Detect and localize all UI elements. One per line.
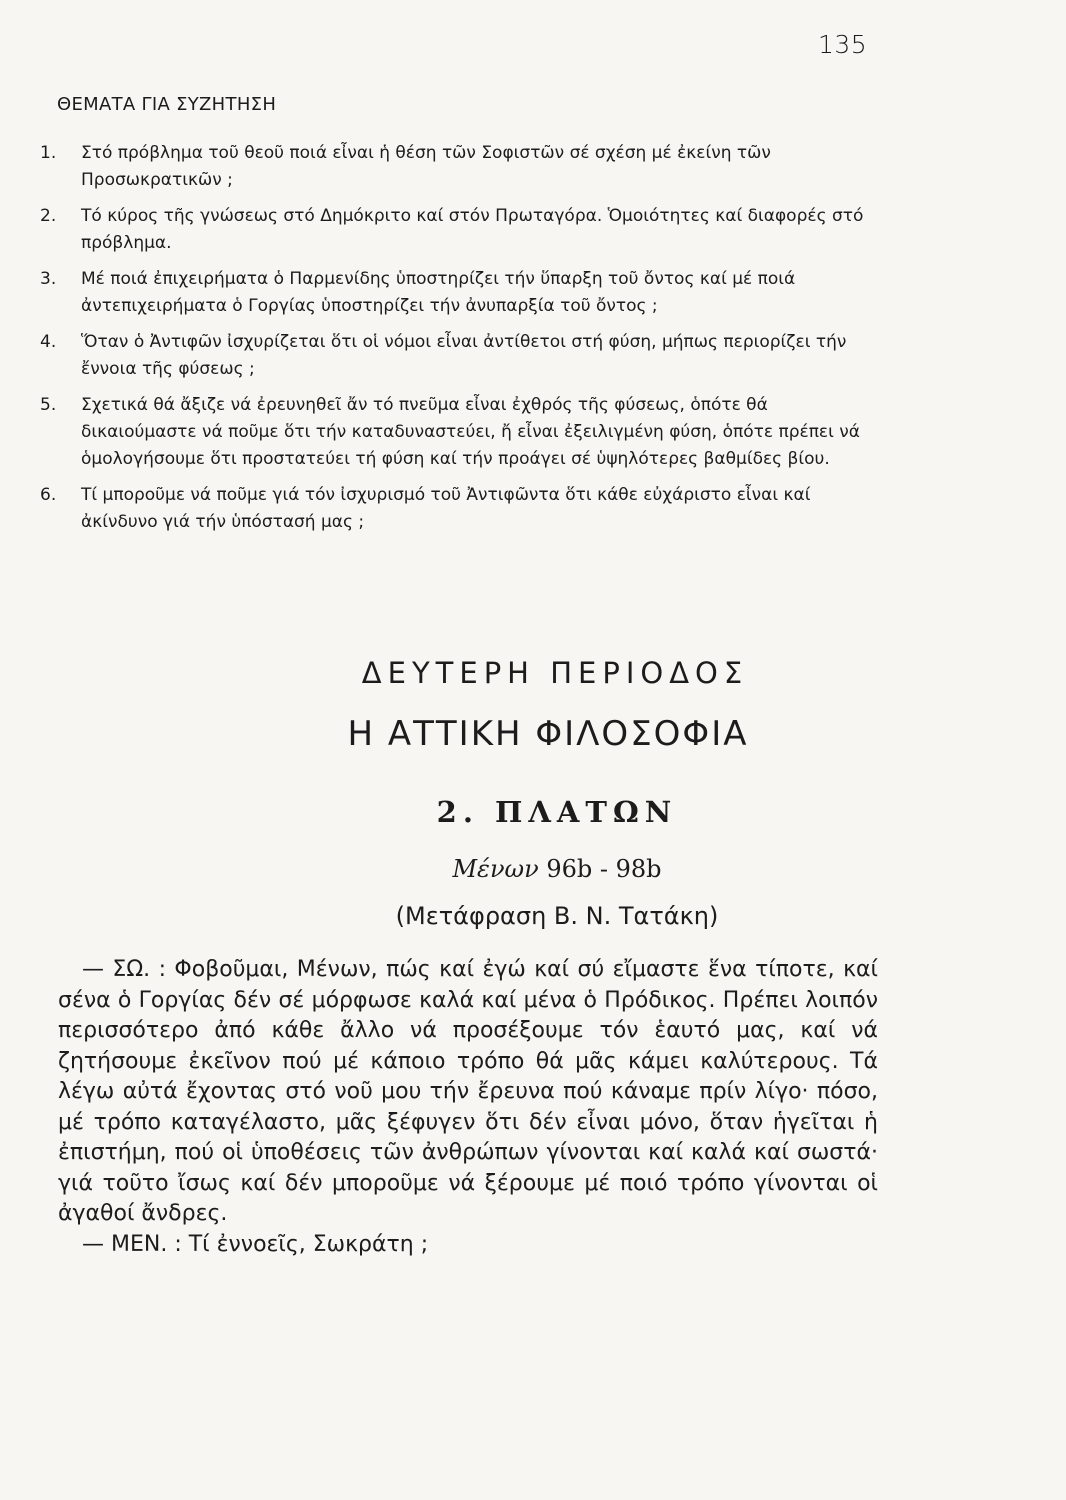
page-number: 135 [818,30,868,59]
speech-meno: — ΜΕΝ. : Τί ἐννοεῖς, Σωκράτη ; [82,1231,429,1257]
list-item [40,482,880,536]
section-title: ΘΕΜΑΤΑ ΓΙΑ ΣΥΖΗΤΗΣΗ [57,94,277,115]
topic-number: 1. [40,143,57,163]
author-heading: 2. ΠΛΑΤΩΝ [436,795,678,829]
topic-text: Τό κύρος τῆς γνώσεως στό Δημόκριτο καί στόν Πρωταγόρα. Ὁμοιότητες καί διαφορές στό πρόβλημα. [81,206,864,253]
subject-heading: Η ΑΤΤΙΚΗ ΦΙΛΟΣΟΦΙΑ [347,714,749,754]
dialogue-text [58,955,878,1260]
topic-text: Μέ ποιά ἐπιχειρήματα ὁ Παρμενίδης ὑποστηρίζει τήν ὕπαρξη τοῦ ὄντος καί μέ ποιά ἀντεπιχειρήματα ὁ Γοργίας ὑποστηρίζει τήν ἀνυπαρξία τοῦ ὄντος ; [81,269,796,316]
period-heading: ΔΕΥΤΕΡΗ ΠΕΡΙΟΔΟΣ [361,656,749,690]
source-reference [0,855,1066,883]
list-item [40,329,880,383]
topic-text: Τί μποροῦμε νά ποῦμε γιά τόν ἰσχυρισμό τοῦ Ἀντιφῶντα ὅτι κάθε εὐχάριστο εἶναι καί ἀκίνδυνο γιά τήν ὑπόστασή μας ; [81,485,811,532]
topic-number: 2. [40,206,57,226]
topic-number: 5. [40,395,57,415]
topic-number: 4. [40,332,57,352]
source-work: Μένων [452,855,539,883]
list-item [40,140,880,194]
list-item [40,203,880,257]
topic-text: Σχετικά θά ἄξιζε νά ἐρευνηθεῖ ἄν τό πνεῦμα εἶναι ἐχθρός τῆς φύσεως, ὁπότε θά δικαιούμαστε νά ποῦμε ὅτι τήν καταδυναστεύει, ἤ εἶναι ἐξειλιγμένη φύση, ὁπότε πρέπει νά ὁμολογήσουμε ὅτι προστατεύει τή φύση καί τήν προάγει σέ ὑψηλότερες βαθμίδες βίου. [81,395,860,469]
source-range: 96b - 98b [546,855,662,883]
discussion-topics-list [40,140,880,545]
topic-text: Στό πρόβλημα τοῦ θεοῦ ποιά εἶναι ἡ θέση τῶν Σοφιστῶν σέ σχέση μέ ἐκείνη τῶν Προσωκρατικῶν ; [81,143,771,190]
list-item [40,266,880,320]
list-item [40,392,880,473]
topic-number: 3. [40,269,57,289]
speech-socrates: — ΣΩ. : Φοβοῦμαι, Μένων, πώς καί ἐγώ καί σύ εἴμαστε ἕνα τίποτε, καί σένα ὁ Γοργίας δέν σέ μόρφωσε καλά καί μένα ὁ Πρόδικος. Πρέπει λοιπόν περισσότερο ἀπό κάθε ἄλλο νά προσέξουμε τόν ἑαυτό μας, καί νά ζητήσουμε ἐκεῖνον πού μέ κάποιο τρόπο θά μᾶς κάμει καλύτερους. Τά λέγω αὐτά ἔχοντας στό νοῦ μου τήν ἔρευνα πού κάναμε πρίν λίγο· πόσο, μέ τρόπο καταγέλαστο, μᾶς ξέφυγεν ὅτι δέν εἶναι μόνο, ὅταν ἡγεῖται ἡ ἐπιστήμη, πού οἱ ὑποθέσεις τῶν ἀνθρώπων γίνονται καί καλά καί σωστά· γιά τοῦτο ἴσως καί δέν μποροῦμε νά ξέρουμε μέ ποιό τρόπο γίνονται οἱ ἀγαθοί ἄνδρες. [58,957,878,1226]
translator-credit: (Μετάφραση Β. Ν. Τατάκη) [395,902,719,930]
topic-number: 6. [40,485,57,505]
topic-text: Ὅταν ὁ Ἀντιφῶν ἰσχυρίζεται ὅτι οἱ νόμοι εἶναι ἀντίθετοι στή φύση, μήπως περιορίζει τήν ἔννοια τῆς φύσεως ; [81,332,847,379]
